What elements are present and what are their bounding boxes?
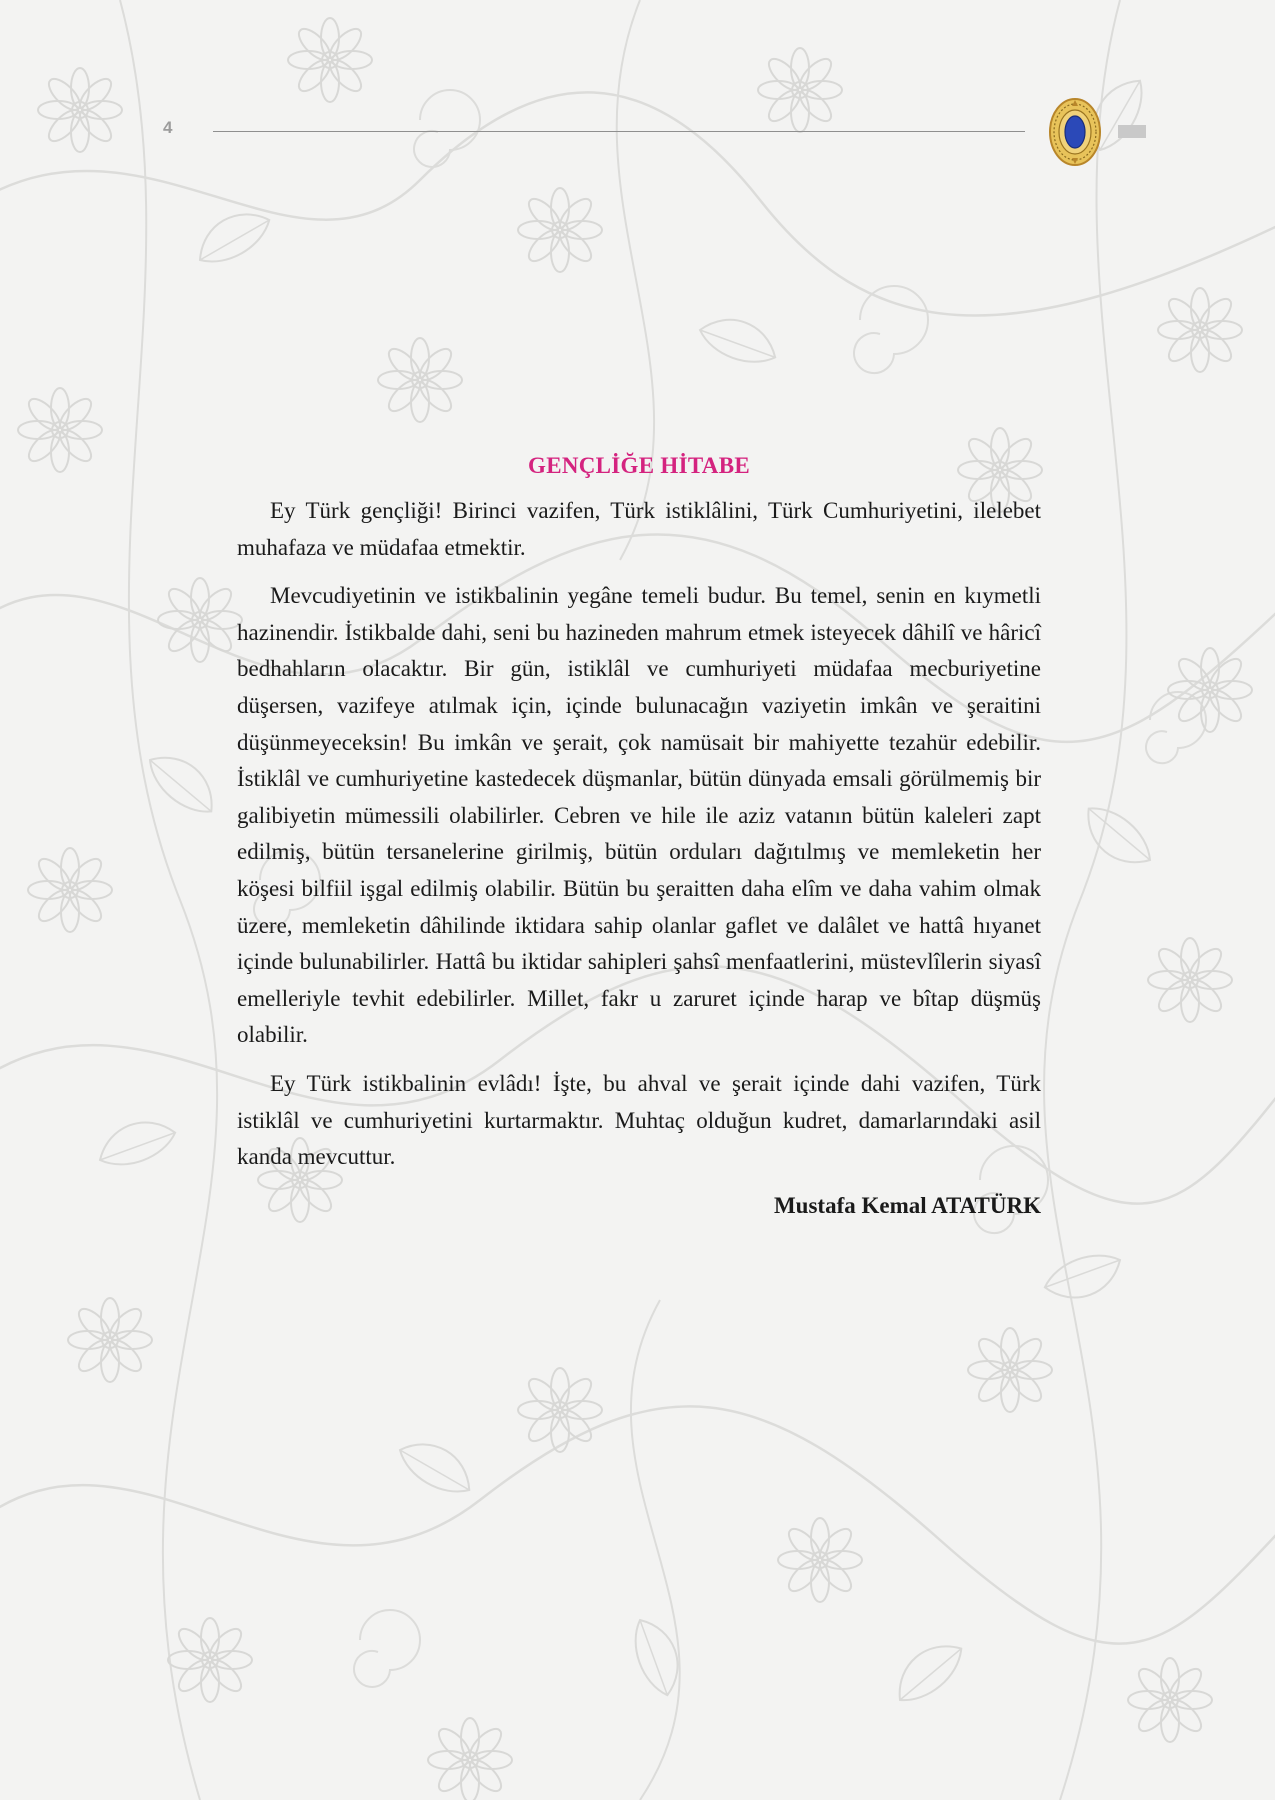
paragraph: Mevcudiyetinin ve istikbalinin yegâne temeli budur. Bu temel, senin en kıymetli hazinendir. İstikbalde dahi, seni bu hazineden mahrum etmek isteyecek dâhilî ve hâricî bedhahların olacaktır. Bir gün, istiklâl ve cumhuriyeti müdafaa mecburiyetine düşersen, vazifeye atılmak için, içinde bulunacağın vaziyetin imkân ve şeraitini düşünmeyeceksin! Bu imkân ve şerait, çok namüsait bir mahiyette tezahür edebilir. İstiklâl ve cumhuriyetine kastedecek düşmanlar, bütün dünyada emsali görülmemiş bir galibiyetin mümessili olabilirler. Cebren ve hile ile aziz vatanın bütün kaleleri zapt edilmiş, bütün tersanelerine girilmiş, bütün orduları dağıtılmış ve memleketin her köşesi bilfiil işgal edilmiş olabilir. Bütün bu şeraitten daha elîm ve daha vahim olmak üzere, memleketin dâhilinde iktidara sahip olanlar gaflet ve dalâlet ve hattâ hıyanet içinde bulunabilirler. Hattâ bu iktidar sahipleri şahsî menfaatlerini, müstevlîlerin siyasî emelleriyle tevhit edebilirler. Millet, fakr u zaruret içinde harap ve bîtap düşmüş olabilir. [237,583,1041,1048]
paragraph: Ey Türk istikbalinin evlâdı! İşte, bu ahval ve şerait içinde dahi vazifen, Türk istiklâl ve cumhuriyetini kurtarmaktır. Muhtaç olduğun kudret, damarlarındaki asil kanda mevcuttur. [237,1070,1041,1170]
document-title: GENÇLİĞE HİTABE [528,453,750,478]
paragraph: Ey Türk gençliği! Birinci vazifen, Türk istiklâlini, Türk Cumhuriyetini, ilelebet muhafaza ve müdafaa etmektir. [237,498,1041,560]
signature: Mustafa Kemal ATATÜRK [773,1192,1041,1218]
document-body [237,449,1041,1224]
page-edge-tab [1118,125,1146,138]
header-divider [213,131,1025,132]
page-header [0,0,1275,200]
ornamental-medallion-icon [1048,96,1102,168]
page-number: 4 [163,118,173,137]
